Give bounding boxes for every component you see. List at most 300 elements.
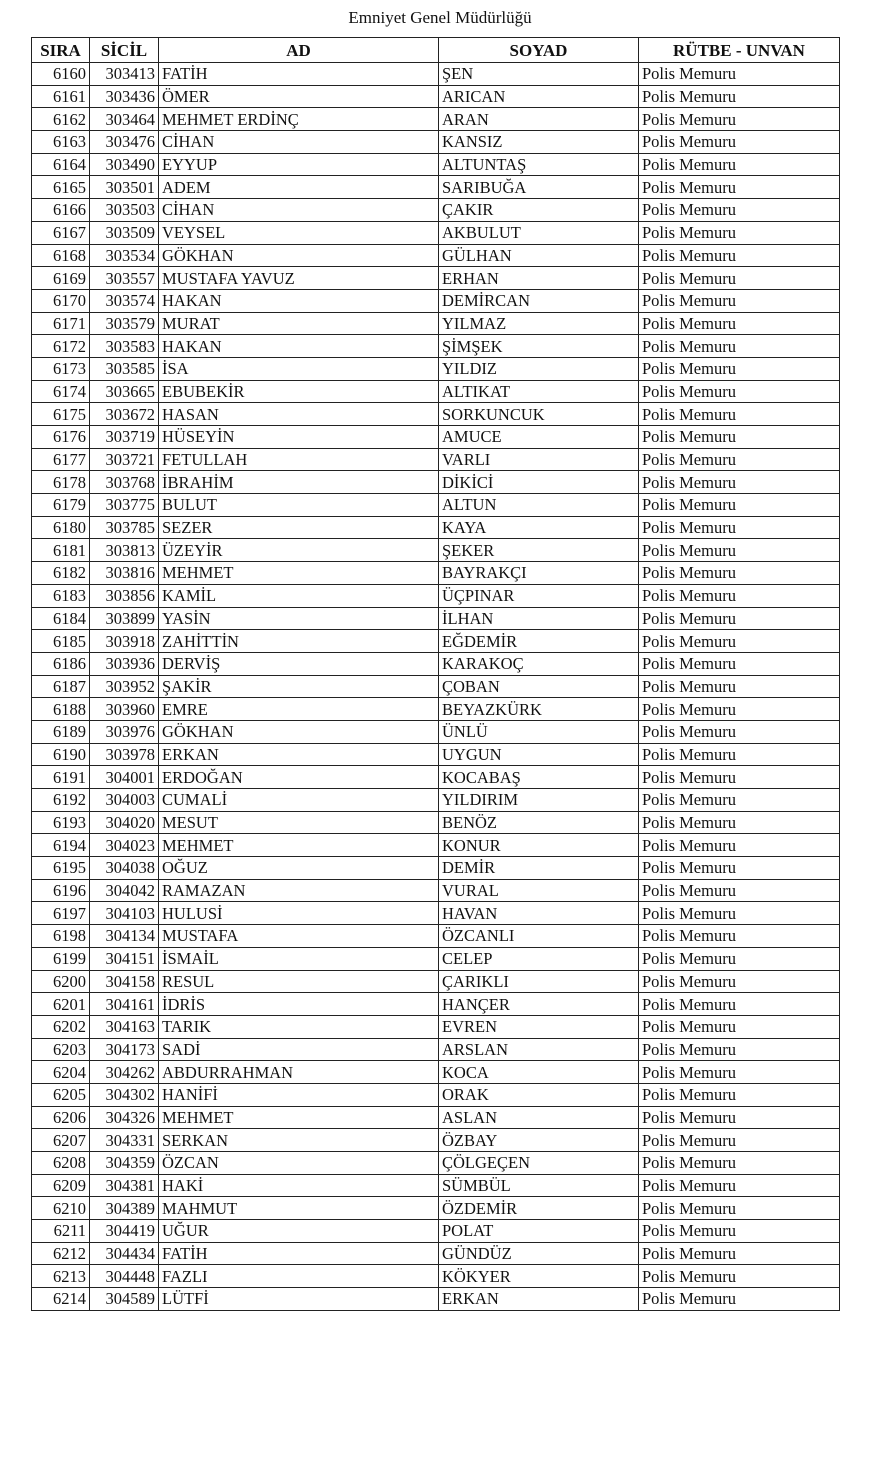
cell-sira: 6195 [32,857,90,880]
table-row [32,993,840,1016]
cell-rutbe-unvan: Polis Memuru [639,176,840,199]
cell-soyad: İLHAN [439,607,639,630]
cell-soyad: AMUCE [439,426,639,449]
cell-rutbe-unvan: Polis Memuru [639,1242,840,1265]
table-row [32,857,840,880]
cell-sicil: 303464 [90,108,159,131]
cell-sicil: 303436 [90,85,159,108]
cell-soyad: KANSIZ [439,131,639,154]
cell-sicil: 304359 [90,1152,159,1175]
table-row [32,1015,840,1038]
cell-ad: MUSTAFA [159,925,439,948]
cell-sira: 6175 [32,403,90,426]
cell-sicil: 304023 [90,834,159,857]
table-row [32,652,840,675]
cell-sira: 6160 [32,63,90,86]
cell-sicil: 303768 [90,471,159,494]
cell-rutbe-unvan: Polis Memuru [639,720,840,743]
cell-rutbe-unvan: Polis Memuru [639,947,840,970]
cell-soyad: ŞEKER [439,539,639,562]
cell-sicil: 303952 [90,675,159,698]
cell-sicil: 304302 [90,1083,159,1106]
cell-sira: 6163 [32,131,90,154]
header-ad: AD [159,38,439,63]
cell-sira: 6197 [32,902,90,925]
table-row [32,267,840,290]
cell-soyad: BAYRAKÇI [439,562,639,585]
cell-sira: 6208 [32,1152,90,1175]
cell-rutbe-unvan: Polis Memuru [639,1015,840,1038]
cell-rutbe-unvan: Polis Memuru [639,85,840,108]
cell-rutbe-unvan: Polis Memuru [639,1152,840,1175]
cell-rutbe-unvan: Polis Memuru [639,131,840,154]
cell-rutbe-unvan: Polis Memuru [639,448,840,471]
cell-ad: MEHMET [159,834,439,857]
cell-sira: 6196 [32,879,90,902]
table-row [32,1220,840,1243]
table-row [32,789,840,812]
table-row [32,131,840,154]
cell-sicil: 304151 [90,947,159,970]
cell-ad: ZAHİTTİN [159,630,439,653]
table-row [32,380,840,403]
cell-ad: HAKAN [159,289,439,312]
cell-sicil: 303978 [90,743,159,766]
cell-ad: MESUT [159,811,439,834]
cell-sira: 6184 [32,607,90,630]
cell-sira: 6183 [32,584,90,607]
cell-sira: 6167 [32,221,90,244]
cell-soyad: POLAT [439,1220,639,1243]
cell-rutbe-unvan: Polis Memuru [639,335,840,358]
table-row [32,1061,840,1084]
cell-rutbe-unvan: Polis Memuru [639,1083,840,1106]
cell-sira: 6189 [32,720,90,743]
cell-rutbe-unvan: Polis Memuru [639,426,840,449]
cell-soyad: EVREN [439,1015,639,1038]
cell-soyad: VURAL [439,879,639,902]
cell-ad: HAKİ [159,1174,439,1197]
cell-sira: 6161 [32,85,90,108]
cell-sicil: 303976 [90,720,159,743]
cell-rutbe-unvan: Polis Memuru [639,403,840,426]
cell-sicil: 303785 [90,516,159,539]
cell-sicil: 304419 [90,1220,159,1243]
cell-ad: HANİFİ [159,1083,439,1106]
cell-ad: HASAN [159,403,439,426]
cell-ad: VEYSEL [159,221,439,244]
cell-rutbe-unvan: Polis Memuru [639,811,840,834]
cell-ad: MEHMET [159,1106,439,1129]
cell-rutbe-unvan: Polis Memuru [639,902,840,925]
cell-soyad: BENÖZ [439,811,639,834]
table-row [32,289,840,312]
cell-soyad: ERHAN [439,267,639,290]
table-row [32,947,840,970]
cell-sicil: 304389 [90,1197,159,1220]
cell-sira: 6177 [32,448,90,471]
table-row [32,1106,840,1129]
cell-soyad: HANÇER [439,993,639,1016]
cell-sira: 6180 [32,516,90,539]
cell-sicil: 304448 [90,1265,159,1288]
cell-rutbe-unvan: Polis Memuru [639,698,840,721]
cell-sira: 6182 [32,562,90,585]
cell-rutbe-unvan: Polis Memuru [639,630,840,653]
cell-sicil: 304103 [90,902,159,925]
cell-rutbe-unvan: Polis Memuru [639,925,840,948]
cell-soyad: EĞDEMİR [439,630,639,653]
cell-rutbe-unvan: Polis Memuru [639,108,840,131]
cell-soyad: ALTIKAT [439,380,639,403]
cell-sicil: 303583 [90,335,159,358]
cell-ad: GÖKHAN [159,244,439,267]
cell-ad: EYYUP [159,153,439,176]
cell-sira: 6174 [32,380,90,403]
cell-soyad: ASLAN [439,1106,639,1129]
table-row [32,1152,840,1175]
cell-soyad: VARLI [439,448,639,471]
cell-rutbe-unvan: Polis Memuru [639,675,840,698]
cell-ad: ERKAN [159,743,439,766]
cell-ad: MUSTAFA YAVUZ [159,267,439,290]
cell-sicil: 303574 [90,289,159,312]
table-row [32,312,840,335]
cell-sicil: 303719 [90,426,159,449]
cell-soyad: AKBULUT [439,221,639,244]
table-row [32,1083,840,1106]
cell-soyad: ÖZBAY [439,1129,639,1152]
cell-sicil: 304020 [90,811,159,834]
header-rutbe-unvan: RÜTBE - UNVAN [639,38,840,63]
cell-rutbe-unvan: Polis Memuru [639,1106,840,1129]
cell-sira: 6211 [32,1220,90,1243]
table-row [32,539,840,562]
cell-sira: 6162 [32,108,90,131]
cell-sira: 6178 [32,471,90,494]
cell-rutbe-unvan: Polis Memuru [639,584,840,607]
cell-ad: İDRİS [159,993,439,1016]
cell-soyad: UYGUN [439,743,639,766]
cell-sicil: 303579 [90,312,159,335]
cell-sira: 6191 [32,766,90,789]
cell-sicil: 304038 [90,857,159,880]
cell-soyad: ŞİMŞEK [439,335,639,358]
cell-sira: 6170 [32,289,90,312]
cell-sicil: 304001 [90,766,159,789]
cell-rutbe-unvan: Polis Memuru [639,1129,840,1152]
cell-soyad: YILMAZ [439,312,639,335]
cell-sicil: 303721 [90,448,159,471]
cell-soyad: SARIBUĞA [439,176,639,199]
cell-sira: 6209 [32,1174,90,1197]
cell-sira: 6202 [32,1015,90,1038]
cell-rutbe-unvan: Polis Memuru [639,63,840,86]
cell-soyad: HAVAN [439,902,639,925]
cell-soyad: KARAKOÇ [439,652,639,675]
table-row [32,1242,840,1265]
cell-soyad: DEMİR [439,857,639,880]
cell-ad: CİHAN [159,199,439,222]
cell-ad: UĞUR [159,1220,439,1243]
cell-soyad: GÜNDÜZ [439,1242,639,1265]
table-row [32,607,840,630]
cell-sira: 6169 [32,267,90,290]
header-sicil: SİCİL [90,38,159,63]
cell-sira: 6199 [32,947,90,970]
cell-ad: MAHMUT [159,1197,439,1220]
cell-rutbe-unvan: Polis Memuru [639,289,840,312]
cell-sira: 6168 [32,244,90,267]
cell-ad: ADEM [159,176,439,199]
cell-sicil: 303672 [90,403,159,426]
cell-soyad: ŞEN [439,63,639,86]
cell-rutbe-unvan: Polis Memuru [639,1038,840,1061]
table-row [32,221,840,244]
cell-sira: 6186 [32,652,90,675]
table-row [32,199,840,222]
cell-rutbe-unvan: Polis Memuru [639,1197,840,1220]
cell-ad: GÖKHAN [159,720,439,743]
cell-ad: EMRE [159,698,439,721]
table-body [32,63,840,1311]
cell-sicil: 303509 [90,221,159,244]
cell-sicil: 303856 [90,584,159,607]
header-soyad: SOYAD [439,38,639,63]
cell-sicil: 303585 [90,357,159,380]
table-row [32,1197,840,1220]
cell-sicil: 303816 [90,562,159,585]
cell-ad: FETULLAH [159,448,439,471]
cell-soyad: ALTUNTAŞ [439,153,639,176]
cell-sira: 6198 [32,925,90,948]
cell-sira: 6164 [32,153,90,176]
table-row [32,720,840,743]
cell-sira: 6203 [32,1038,90,1061]
cell-soyad: ÜNLÜ [439,720,639,743]
table-row [32,970,840,993]
cell-sicil: 303899 [90,607,159,630]
cell-sicil: 304381 [90,1174,159,1197]
cell-rutbe-unvan: Polis Memuru [639,1265,840,1288]
cell-sicil: 303476 [90,131,159,154]
cell-ad: OĞUZ [159,857,439,880]
table-row [32,108,840,131]
cell-rutbe-unvan: Polis Memuru [639,970,840,993]
cell-ad: FATİH [159,63,439,86]
cell-soyad: KÖKYER [439,1265,639,1288]
cell-sira: 6172 [32,335,90,358]
cell-sicil: 303813 [90,539,159,562]
cell-soyad: ÖZDEMİR [439,1197,639,1220]
table-row [32,494,840,517]
cell-soyad: ORAK [439,1083,639,1106]
cell-sicil: 304173 [90,1038,159,1061]
cell-rutbe-unvan: Polis Memuru [639,494,840,517]
cell-soyad: GÜLHAN [439,244,639,267]
cell-soyad: CELEP [439,947,639,970]
cell-sira: 6166 [32,199,90,222]
cell-soyad: ERKAN [439,1288,639,1311]
cell-ad: MEHMET [159,562,439,585]
table-row [32,630,840,653]
cell-ad: SERKAN [159,1129,439,1152]
table-row [32,471,840,494]
table-header-row [32,38,840,63]
table-row [32,1265,840,1288]
cell-ad: FAZLI [159,1265,439,1288]
cell-rutbe-unvan: Polis Memuru [639,562,840,585]
cell-sicil: 304158 [90,970,159,993]
cell-sira: 6188 [32,698,90,721]
cell-sira: 6200 [32,970,90,993]
document-title: Emniyet Genel Müdürlüğü [348,8,532,27]
table-row [32,698,840,721]
cell-soyad: ÜÇPINAR [439,584,639,607]
cell-rutbe-unvan: Polis Memuru [639,766,840,789]
table-row [32,1129,840,1152]
cell-rutbe-unvan: Polis Memuru [639,153,840,176]
cell-ad: İSA [159,357,439,380]
cell-sicil: 303918 [90,630,159,653]
cell-sira: 6206 [32,1106,90,1129]
cell-rutbe-unvan: Polis Memuru [639,834,840,857]
cell-rutbe-unvan: Polis Memuru [639,789,840,812]
cell-sira: 6192 [32,789,90,812]
table-row [32,811,840,834]
cell-ad: ABDURRAHMAN [159,1061,439,1084]
cell-sicil: 304434 [90,1242,159,1265]
cell-sicil: 304134 [90,925,159,948]
cell-sira: 6194 [32,834,90,857]
table-row [32,1038,840,1061]
table-row [32,1174,840,1197]
table-row [32,85,840,108]
cell-soyad: ÇOBAN [439,675,639,698]
cell-sicil: 303775 [90,494,159,517]
cell-ad: HAKAN [159,335,439,358]
cell-ad: SADİ [159,1038,439,1061]
cell-rutbe-unvan: Polis Memuru [639,1288,840,1311]
cell-soyad: YILDIRIM [439,789,639,812]
cell-rutbe-unvan: Polis Memuru [639,879,840,902]
cell-rutbe-unvan: Polis Memuru [639,199,840,222]
table-row [32,902,840,925]
cell-ad: EBUBEKİR [159,380,439,403]
table-row [32,244,840,267]
cell-ad: ÜZEYİR [159,539,439,562]
table-row [32,925,840,948]
cell-rutbe-unvan: Polis Memuru [639,652,840,675]
cell-sira: 6185 [32,630,90,653]
cell-ad: ÖZCAN [159,1152,439,1175]
cell-sicil: 304326 [90,1106,159,1129]
table-row [32,516,840,539]
cell-ad: HÜSEYİN [159,426,439,449]
cell-soyad: KAYA [439,516,639,539]
cell-sicil: 304331 [90,1129,159,1152]
cell-ad: MEHMET ERDİNÇ [159,108,439,131]
cell-rutbe-unvan: Polis Memuru [639,380,840,403]
header-sira: SIRA [32,38,90,63]
table-row [32,448,840,471]
cell-soyad: DEMİRCAN [439,289,639,312]
cell-soyad: ARSLAN [439,1038,639,1061]
cell-sicil: 303503 [90,199,159,222]
cell-sicil: 303960 [90,698,159,721]
cell-ad: BULUT [159,494,439,517]
cell-sira: 6213 [32,1265,90,1288]
cell-sira: 6207 [32,1129,90,1152]
cell-ad: HULUSİ [159,902,439,925]
cell-sicil: 303413 [90,63,159,86]
cell-ad: SEZER [159,516,439,539]
cell-ad: ÖMER [159,85,439,108]
cell-ad: ERDOĞAN [159,766,439,789]
cell-ad: MURAT [159,312,439,335]
cell-sira: 6171 [32,312,90,335]
cell-soyad: SORKUNCUK [439,403,639,426]
cell-rutbe-unvan: Polis Memuru [639,607,840,630]
cell-ad: YASİN [159,607,439,630]
table-row [32,176,840,199]
cell-sicil: 304262 [90,1061,159,1084]
cell-sira: 6205 [32,1083,90,1106]
table-row [32,63,840,86]
cell-soyad: YILDIZ [439,357,639,380]
cell-soyad: KOCABAŞ [439,766,639,789]
cell-sira: 6201 [32,993,90,1016]
cell-sira: 6179 [32,494,90,517]
cell-rutbe-unvan: Polis Memuru [639,516,840,539]
cell-rutbe-unvan: Polis Memuru [639,1174,840,1197]
cell-sira: 6165 [32,176,90,199]
table-row [32,403,840,426]
cell-sira: 6173 [32,357,90,380]
cell-soyad: BEYAZKÜRK [439,698,639,721]
table-row [32,153,840,176]
table-row [32,879,840,902]
cell-soyad: ÇAKIR [439,199,639,222]
cell-sicil: 303501 [90,176,159,199]
cell-ad: CİHAN [159,131,439,154]
cell-soyad: ARICAN [439,85,639,108]
cell-soyad: KONUR [439,834,639,857]
cell-sicil: 303557 [90,267,159,290]
cell-sicil: 303936 [90,652,159,675]
cell-ad: FATİH [159,1242,439,1265]
cell-rutbe-unvan: Polis Memuru [639,357,840,380]
cell-rutbe-unvan: Polis Memuru [639,993,840,1016]
cell-ad: RESUL [159,970,439,993]
cell-soyad: DİKİCİ [439,471,639,494]
cell-rutbe-unvan: Polis Memuru [639,244,840,267]
cell-sira: 6176 [32,426,90,449]
cell-soyad: ÇARIKLI [439,970,639,993]
cell-rutbe-unvan: Polis Memuru [639,312,840,335]
cell-sira: 6181 [32,539,90,562]
cell-rutbe-unvan: Polis Memuru [639,857,840,880]
cell-rutbe-unvan: Polis Memuru [639,1220,840,1243]
cell-soyad: ÇÖLGEÇEN [439,1152,639,1175]
cell-ad: İBRAHİM [159,471,439,494]
cell-soyad: ÖZCANLI [439,925,639,948]
cell-sira: 6187 [32,675,90,698]
cell-sicil: 304163 [90,1015,159,1038]
cell-sira: 6204 [32,1061,90,1084]
cell-soyad: ALTUN [439,494,639,517]
table-row [32,766,840,789]
